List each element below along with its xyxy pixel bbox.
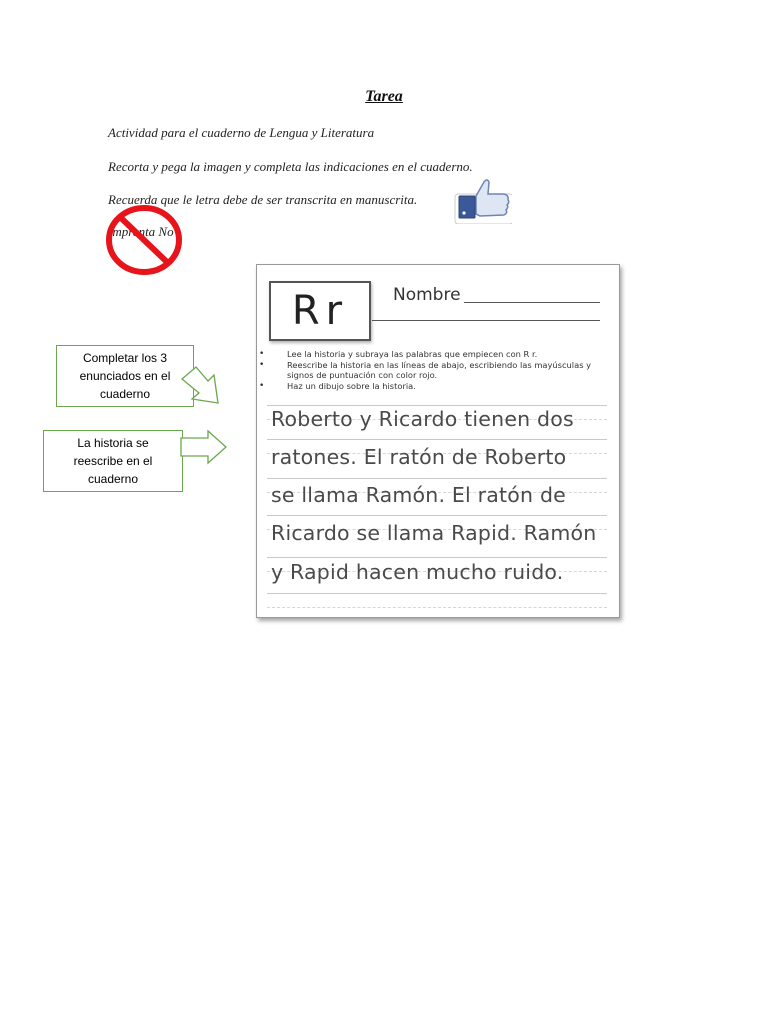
story-line-1: Roberto y Ricardo tienen dos: [271, 407, 574, 431]
story-line-5: y Rapid hacen mucho ruido.: [271, 560, 564, 584]
instruction-line-2: Recorta y pega la imagen y completa las indicaciones en el cuaderno.: [108, 159, 473, 174]
thumbs-up-icon: [454, 176, 512, 224]
story-line-4: Ricardo se llama Rapid. Ramón: [271, 521, 597, 545]
instruction-line-4: Imprenta No: [108, 224, 174, 239]
nombre-blank: [464, 302, 600, 303]
worksheet: [256, 264, 620, 618]
writing-rule: [267, 593, 607, 594]
worksheet-instruction-3: Haz un dibujo sobre la historia.: [287, 380, 416, 391]
instruction-line-3: Recuerda que le letra debe de ser transcrita en manuscrita.: [108, 192, 418, 207]
instruction-line-1: Actividad para el cuaderno de Lengua y Literatura: [108, 125, 375, 140]
page-title: Tarea: [365, 88, 403, 105]
worksheet-instruction-1: Lee la historia y subraya las palabras que empiecen con R r.: [287, 349, 538, 359]
nombre-blank-2: [372, 320, 600, 321]
writing-rule: [267, 439, 607, 440]
letter-box: Rr: [269, 281, 371, 341]
story-line-3: se llama Ramón. El ratón de: [271, 483, 566, 507]
callout-arrow-2: [180, 428, 230, 468]
prohibited-icon: [104, 203, 184, 277]
writing-rule: [267, 478, 607, 479]
callout-arrow-1: [180, 365, 230, 411]
writing-rule: [267, 405, 607, 406]
instruction-bullets: • • •: [259, 349, 265, 391]
writing-rule: [267, 515, 607, 516]
callout-enunciados: Completar los 3 enunciados en el cuaderno: [56, 345, 194, 407]
writing-rule: [267, 557, 607, 558]
worksheet-instructions: [287, 349, 609, 391]
writing-rule: [267, 607, 607, 608]
worksheet-instruction-2: Reescribe la historia en las líneas de abajo, escribiendo las mayúsculas y signos de puntuación con color rojo.: [287, 359, 592, 381]
nombre-label: Nombre: [393, 285, 461, 305]
callout-historia: La historia se reescribe en el cuaderno: [43, 430, 183, 492]
story-line-2: ratones. El ratón de Roberto: [271, 445, 567, 469]
